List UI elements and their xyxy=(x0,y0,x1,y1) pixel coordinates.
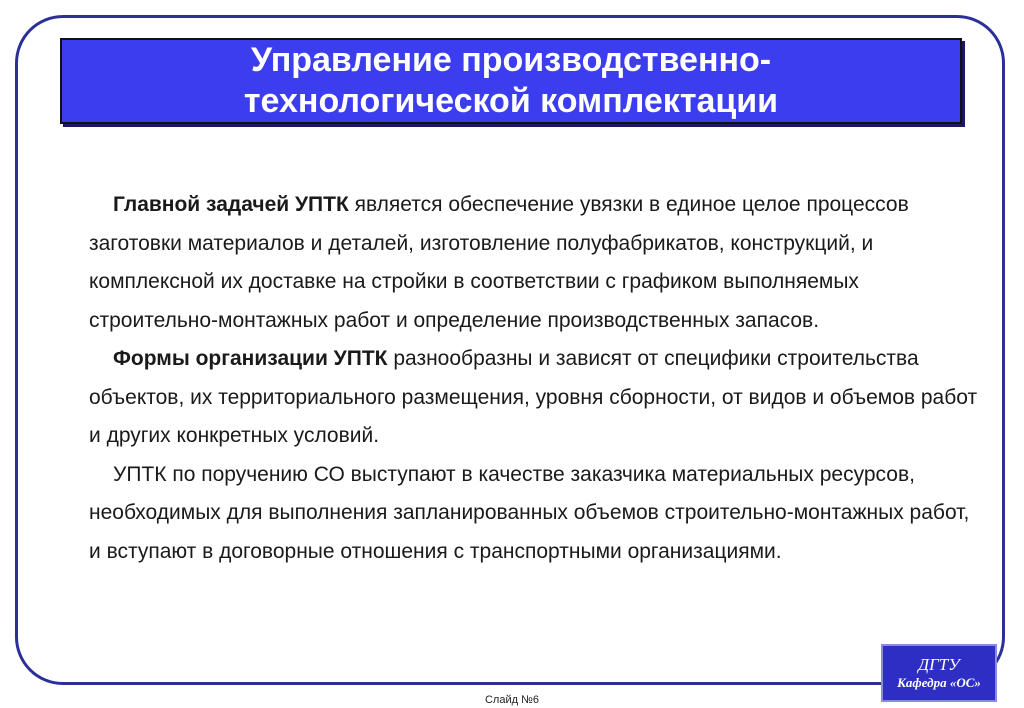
slide-number: Слайд №6 xyxy=(484,694,540,706)
paragraph-main-task xyxy=(89,186,979,340)
slide-title-box xyxy=(60,38,962,124)
slide-title xyxy=(244,40,778,122)
paragraph-customer-role xyxy=(89,456,979,572)
paragraph-main-task-text: является обеспечение увязки в единое целое процессов заготовки материалов и деталей, изготовление полуфабрикатов, конструкций, и комплексной их доставке на стройки в соответствии с графиком выполняемых строительно-монтажных работ и определение производственных запасов. xyxy=(89,193,909,332)
paragraph-main-task-bold: Главной задачей УПТК xyxy=(113,193,349,216)
slide-title-line2: технологической комплектации xyxy=(243,82,779,120)
logo-university: ДГТУ xyxy=(918,655,960,674)
paragraph-organization-forms-bold: Формы организации УПТК xyxy=(113,347,388,370)
logo-department: Кафедра «ОС» xyxy=(897,675,981,690)
slide-body xyxy=(89,186,979,571)
paragraph-customer-role-text: УПТК по поручению СО выступают в качестве заказчика материальных ресурсов, необходимых для выполнения запланированных объемов строительно-монтажных работ, и вступают в договорные отношения с транспортными организациями. xyxy=(89,462,970,563)
paragraph-organization-forms xyxy=(89,340,979,456)
slide-title-line1: Управление производственно- xyxy=(250,41,772,79)
paragraph-organization-forms-text: разнообразны и зависят от специфики строительства объектов, их территориального размещения, уровня сборности, от видов и объемов работ и других конкретных условий. xyxy=(89,347,978,447)
